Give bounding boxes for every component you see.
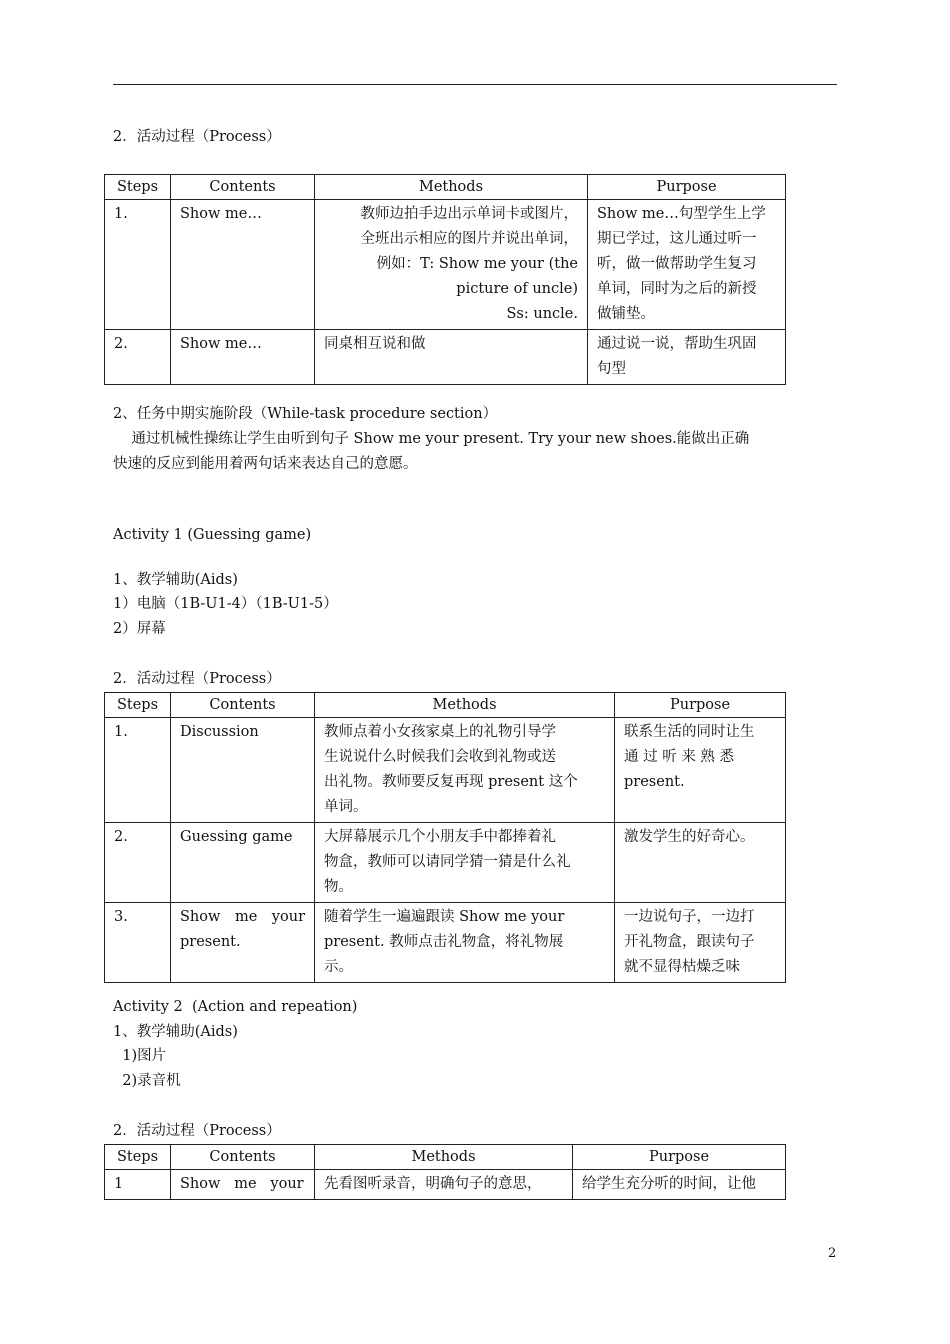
purpose-line: 联系生活的同时让生 (624, 724, 755, 740)
purpose-line: 做铺垫。 (597, 306, 655, 322)
header-purpose: Purpose (615, 693, 786, 718)
purpose-line: 开礼物盒，跟读句子 (624, 934, 755, 950)
methods-line: 教师点着小女孩家桌上的礼物引导学 (324, 724, 556, 740)
purpose-cell (588, 200, 786, 330)
purpose-cell (588, 330, 786, 385)
header-steps: Steps (105, 1145, 171, 1170)
purpose-line: 单词，同时为之后的新授 (597, 281, 757, 297)
step-cell: 3. (105, 903, 171, 983)
content-cell: Show me your present. (171, 903, 315, 983)
process-table-2 (104, 692, 786, 983)
purpose-line: Show me…句型学生上学 (597, 206, 766, 222)
process-heading-2: 2．活动过程（Process） (113, 671, 281, 687)
step-cell: 2. (105, 823, 171, 903)
activity-1-aid-item: 1）电脑（1B-U1-4）（1B-U1-5） (113, 596, 338, 612)
purpose-line: 期已学过，这儿通过听一 (597, 231, 757, 247)
purpose-cell (615, 903, 786, 983)
activity-1-aid-item: 2）屏幕 (113, 621, 166, 637)
activity-2-aids-heading: 1、教学辅助(Aids) (113, 1024, 238, 1040)
table-header-row (105, 1145, 786, 1170)
table-row (105, 330, 786, 385)
purpose-cell (615, 823, 786, 903)
purpose-line: 通 过 听 来 熟 悉 (624, 749, 735, 765)
methods-line: 示。 (324, 959, 353, 975)
header-rule (113, 84, 837, 85)
methods-line: 先看图听录音，明确句子的意思， (324, 1176, 542, 1192)
methods-line: 物盒，教师可以请同学猜一猜是什么礼 (324, 854, 571, 870)
process-heading-3: 2．活动过程（Process） (113, 1123, 281, 1139)
header-methods: Methods (315, 1145, 573, 1170)
purpose-line: 听，做一做帮助学生复习 (597, 256, 757, 272)
content-cell: Discussion (171, 718, 315, 823)
header-purpose: Purpose (573, 1145, 786, 1170)
methods-line: 物。 (324, 879, 353, 895)
content-cell: Show me your (171, 1170, 315, 1200)
table-row (105, 903, 786, 983)
methods-line: 单词。 (324, 799, 368, 815)
activity-2-aid-item: 1)图片 (113, 1048, 167, 1064)
table-row (105, 200, 786, 330)
methods-line: 生说说什么时候我们会收到礼物或送 (324, 749, 556, 765)
header-methods: Methods (315, 175, 588, 200)
methods-line: 全班出示相应的图片并说出单词， (360, 231, 578, 247)
header-contents: Contents (171, 1145, 315, 1170)
purpose-line: 一边说句子，一边打 (624, 909, 755, 925)
purpose-line: 给学生充分听的时间，让他 (582, 1176, 756, 1192)
methods-line: 同桌相互说和做 (324, 336, 426, 352)
table-header-row (105, 175, 786, 200)
while-task-body-line: 快速的反应到能用着两句话来表达自己的意愿。 (113, 456, 418, 472)
purpose-cell (573, 1170, 786, 1200)
header-steps: Steps (105, 693, 171, 718)
process-table-1 (104, 174, 786, 385)
purpose-line: 就不显得枯燥乏味 (624, 959, 740, 975)
activity-2-aid-item: 2)录音机 (113, 1073, 181, 1089)
process-table-3 (104, 1144, 786, 1200)
purpose-line: 激发学生的好奇心。 (624, 829, 755, 845)
content-cell: Show me… (171, 330, 315, 385)
header-steps: Steps (105, 175, 171, 200)
step-cell: 1 (105, 1170, 171, 1200)
activity-2-title: Activity 2 (Action and repeation) (113, 999, 358, 1015)
content-cell: Show me… (171, 200, 315, 330)
page-number: 2 (828, 1246, 837, 1261)
activity-1-aids-heading: 1、教学辅助(Aids) (113, 572, 238, 588)
purpose-line: 句型 (597, 361, 626, 377)
step-cell: 1. (105, 200, 171, 330)
methods-cell (315, 1170, 573, 1200)
methods-line: present. 教师点击礼物盒，将礼物展 (324, 934, 564, 950)
while-task-body-line: 通过机械性操练让学生由听到句子 Show me your present. Try your new shoes.能做出正确 (113, 431, 750, 447)
methods-line: 大屏幕展示几个小朋友手中都捧着礼 (324, 829, 556, 845)
header-methods: Methods (315, 693, 615, 718)
content-cell: Guessing game (171, 823, 315, 903)
methods-line: 出礼物。教师要反复再现 present 这个 (324, 774, 578, 790)
methods-cell (315, 200, 588, 330)
methods-cell (315, 718, 615, 823)
header-contents: Contents (171, 693, 315, 718)
header-purpose: Purpose (588, 175, 786, 200)
activity-1-title: Activity 1 (Guessing game) (113, 527, 312, 543)
table-row (105, 718, 786, 823)
header-contents: Contents (171, 175, 315, 200)
methods-line: 教师边拍手边出示单词卡或图片， (360, 206, 578, 222)
purpose-line: 通过说一说，帮助生巩固 (597, 336, 757, 352)
purpose-line: present. (624, 774, 685, 790)
methods-line: picture of uncle) (456, 281, 578, 297)
methods-cell (315, 823, 615, 903)
methods-line: Ss: uncle. (506, 306, 578, 322)
methods-cell (315, 330, 588, 385)
methods-line: 随着学生一遍遍跟读 Show me your (324, 909, 565, 925)
table-header-row (105, 693, 786, 718)
methods-cell (315, 903, 615, 983)
table-row (105, 823, 786, 903)
methods-line: 例如：T: Show me your (the (376, 256, 578, 272)
table-row (105, 1170, 786, 1200)
process-heading-1: 2．活动过程（Process） (113, 129, 281, 145)
step-cell: 1. (105, 718, 171, 823)
step-cell: 2. (105, 330, 171, 385)
while-task-heading: 2、任务中期实施阶段（While-task procedure section） (113, 406, 498, 422)
purpose-cell (615, 718, 786, 823)
